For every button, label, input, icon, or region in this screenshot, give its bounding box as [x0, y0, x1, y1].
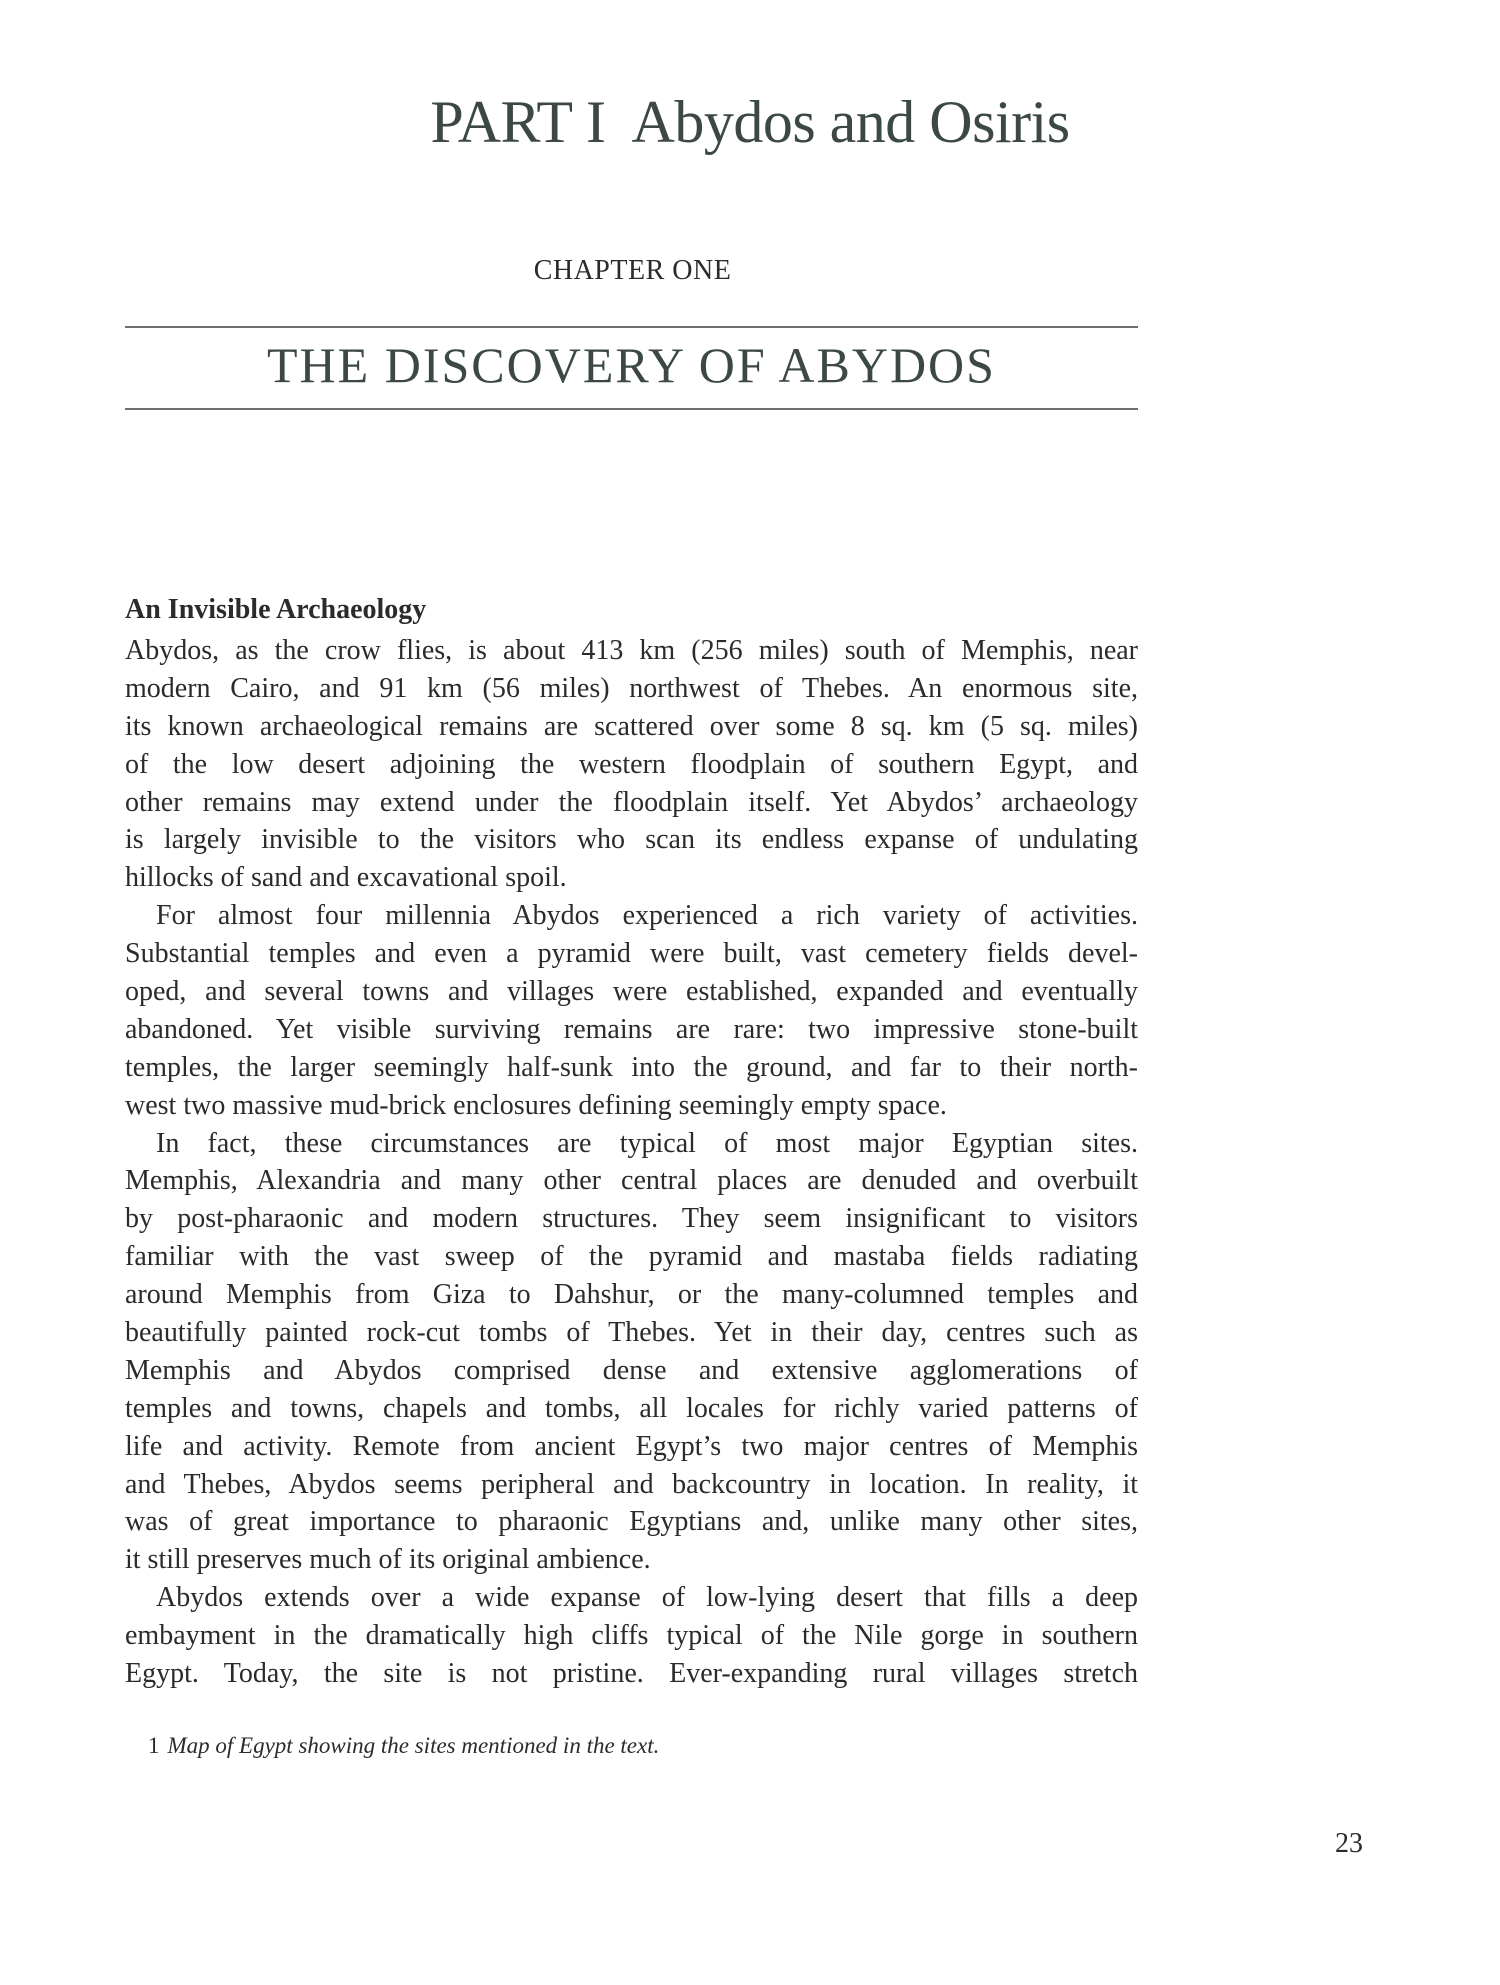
text-line: familiar with the vast sweep of the pyramid and mastaba fields radiating: [125, 1241, 1138, 1273]
text-line: of the low desert adjoining the western floodplain of southern Egypt, and: [125, 748, 1138, 780]
section-heading: An Invisible Archaeology: [125, 594, 427, 625]
text-line: abandoned. Yet visible surviving remains are rare: two impressive stone-built: [125, 1013, 1138, 1045]
text-line: life and activity. Remote from ancient Egypt’s two major centres of Memphis: [125, 1430, 1138, 1462]
part-number: PART I: [430, 89, 606, 155]
body-text: [125, 632, 1138, 1693]
text-line: beautifully painted rock-cut tombs of Thebes. Yet in their day, centres such as: [125, 1317, 1138, 1349]
text-line: temples and towns, chapels and tombs, all locales for richly varied patterns of: [125, 1392, 1138, 1424]
text-line: oped, and several towns and villages were established, expanded and eventually: [125, 976, 1138, 1008]
text-line: its known archaeological remains are scattered over some 8 sq. km (5 sq. miles): [125, 710, 1138, 742]
text-line: by post-pharaonic and modern structures. They seem insignificant to visitors: [125, 1203, 1138, 1235]
text-line: temples, the larger seemingly half-sunk into the ground, and far to their north-: [125, 1051, 1138, 1083]
paragraph: [125, 1125, 1138, 1580]
text-line: and Thebes, Abydos seems peripheral and backcountry in location. In reality, it: [125, 1468, 1138, 1500]
text-line: was of great importance to pharaonic Egyptians and, unlike many other sites,: [125, 1506, 1138, 1538]
part-title: [0, 89, 1500, 155]
text-line: For almost four millennia Abydos experienced a rich variety of activities.: [156, 900, 1138, 932]
caption-number: 1: [148, 1733, 160, 1758]
page-number: 23: [1335, 1828, 1363, 1859]
text-line: Substantial temples and even a pyramid were built, vast cemetery fields devel-: [125, 938, 1138, 970]
chapter-rule-top: [125, 326, 1138, 328]
text-line: hillocks of sand and excavational spoil.: [125, 862, 567, 894]
caption-text: Map of Egypt showing the sites mentioned in the text.: [167, 1733, 660, 1758]
text-line: Egypt. Today, the site is not pristine. Ever-expanding rural villages stretch: [125, 1658, 1138, 1690]
text-line: Abydos extends over a wide expanse of low-lying desert that fills a deep: [156, 1582, 1138, 1614]
text-line: is largely invisible to the visitors who scan its endless expanse of undulating: [125, 824, 1138, 856]
chapter-rule-bottom: [125, 408, 1138, 410]
text-line: Memphis and Abydos comprised dense and extensive agglomerations of: [125, 1354, 1138, 1386]
text-line: it still preserves much of its original ambience.: [125, 1544, 651, 1576]
paragraph: [125, 897, 1138, 1124]
text-line: west two massive mud-brick enclosures defining seemingly empty space.: [125, 1089, 947, 1121]
part-name: Abydos and Osiris: [631, 89, 1070, 155]
paragraph: [125, 1579, 1138, 1693]
text-line: embayment in the dramatically high cliffs typical of the Nile gorge in southern: [125, 1620, 1138, 1652]
text-line: other remains may extend under the floodplain itself. Yet Abydos’ archaeology: [125, 786, 1138, 818]
text-line: Abydos, as the crow flies, is about 413 km (256 miles) south of Memphis, near: [125, 635, 1138, 666]
chapter-label: CHAPTER ONE: [533, 255, 732, 286]
text-line: around Memphis from Giza to Dahshur, or the many-columned temples and: [125, 1279, 1138, 1311]
figure-caption: [148, 1733, 659, 1759]
chapter-title: THE DISCOVERY OF ABYDOS: [267, 337, 996, 393]
text-line: modern Cairo, and 91 km (56 miles) northwest of Thebes. An enormous site,: [125, 672, 1138, 704]
text-line: Memphis, Alexandria and many other central places are denuded and overbuilt: [125, 1165, 1138, 1197]
paragraph: [125, 632, 1138, 897]
text-line: In fact, these circumstances are typical of most major Egyptian sites.: [156, 1127, 1138, 1159]
